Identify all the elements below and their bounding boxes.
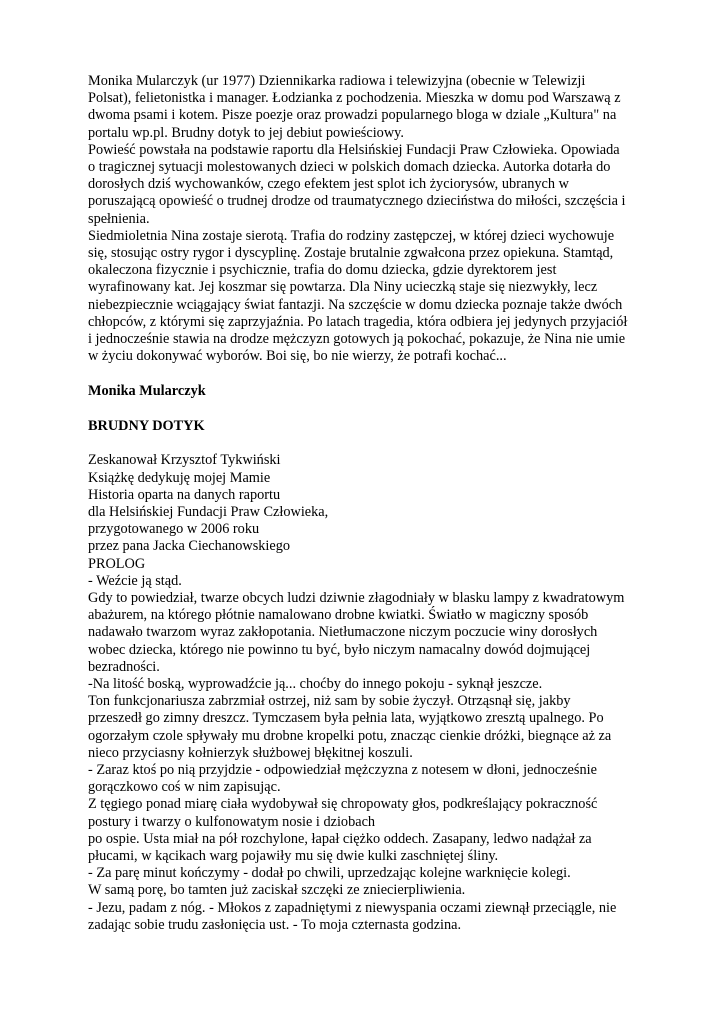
text-line: Powieść powstała na podstawie raportu dla Helsińskiej Fundacji Praw Człowieka. Opowiada [88,141,620,158]
spacer [88,400,648,418]
text-line: Ton funkcjonariusza zabrzmiał ostrzej, niż sam by sobie życzył. Otrząsnął się, jakby [88,693,571,710]
text-line: Zeskanował Krzysztof Tykwiński [88,452,281,469]
text-line: dwoma psami i kotem. Pisze poezje oraz prowadzi popularnego bloga w dziale „Kultura" na [88,107,617,124]
text-line: ogorzałym czole spływały mu drobne kropelki potu, znacząc cienkie dróżki, biegnące aż za [88,727,612,744]
text-line: - Jezu, padam z nóg. - Młokos z zapadniętymi z niewyspania oczami ziewnął przeciągle, nie [88,899,617,916]
text-line: Monika Mularczyk (ur 1977) Dziennikarka radiowa i telewizyjna (obecnie w Telewizji [88,73,586,89]
text-line: W samą porę, bo tamten już zaciskał szczęki ze zniecierpliwienia. [88,882,466,899]
text-line: okaleczona fizycznie i psychicznie, trafia do domu dziecka, gdzie dyrektorem jest [88,262,557,279]
text-line: nadawało twarzom wyraz zakłopotania. Nietłumaczone niczym poczucie winy dorosłych [88,624,598,641]
document-page [88,73,648,934]
text-line: zadając sobie trudu zasłonięcia ust. - To moja czternasta godzina. [88,916,462,933]
text-line: przez pana Jacka Ciechanowskiego [88,538,291,555]
text-line: wyrafinowany kat. Jej koszmar się powtarza. Dla Niny ucieczką staje się niezwykły, lecz [88,279,598,296]
text-line: - Za parę minut kończymy - dodał po chwili, uprzedzając kolejne warknięcie kolegi. [88,865,571,882]
story-text [88,573,648,934]
text-line: dla Helsińskiej Fundacji Praw Człowieka, [88,503,329,520]
text-line: postury i twarzy o kulfonowatym nosie i dziobach [88,813,376,830]
text-line: o tragicznej sytuacji molestowanych dzieci w polskich domach dziecka. Autorka dotarła do [88,159,611,176]
text-line: Z tęgiego ponad miarę ciała wydobywał się chropowaty głos, podkreślający pokraczność [88,796,598,813]
text-line: spełnienia. [88,210,150,227]
text-line: Gdy to powiedział, twarze obcych ludzi dziwnie złagodniały w blasku lampy z kwadratowym [88,589,625,606]
text-line: Książkę dedykuję mojej Mamie [88,469,271,486]
text-line: się, stosując ostry rygor i dyscyplinę. Zostaje brutalnie zgwałcona przez opiekuna. Stamtąd, [88,245,614,262]
text-line: - Zaraz ktoś po nią przyjdzie - odpowiedział mężczyzna z notesem w dłoni, jednocześnie [88,762,597,779]
spacer [88,435,648,453]
intro-paragraph [88,73,648,365]
spacer [88,365,648,383]
text-line: portalu wp.pl. Brudny dotyk to jej debiut powieściowy. [88,124,404,141]
text-line: chłopców, z którymi się zaprzyjaźnia. Po latach tragedia, która odbiera jej jedynych przyjaciół [88,313,628,330]
text-line: dorosłych dziś wychowanków, czego efektem jest splot ich życiorysów, ubranych w [88,176,569,193]
text-line: płucami, w kącikach warg pojawiły mu się dwie kulki zaschniętej śliny. [88,848,499,865]
text-line: i jednocześnie stawia na drodze mężczyzn gotowych ją pokochać, pokazuje, że Nina nie umie [88,331,626,348]
author-heading: Monika Mularczyk [88,382,206,399]
text-line: po ospie. Usta miał na pół rozchylone, łapał ciężko oddech. Zasapany, ledwo nadążał za [88,830,592,847]
text-line: abażurem, na którego płótnie namalowano drobne kwiatki. Światło w magiczny sposób [88,607,589,624]
text-line: Historia oparta na danych raportu [88,486,281,503]
text-line: Polsat), felietonistka i manager. Łodzianka z pochodzenia. Mieszka w domu pod Warszawą z [88,90,621,107]
text-line: - Weźcie ją stąd. [88,572,182,589]
text-line: gorączkowo coś w nim zapisując. [88,779,281,796]
text-line: wobec dziecka, którego nie powinno tu być, było niczym namacalny dowód dojmującej [88,641,591,658]
text-line: Siedmioletnia Nina zostaje sierotą. Trafia do rodziny zastępczej, w której dzieci wychowuje [88,227,615,244]
text-line: bezradności. [88,658,160,675]
text-line: niebezpiecznie wciągający świat fantazji. Na szczęście w domu dziecka poznaje także dwóch [88,296,623,313]
prolog-heading: PROLOG [88,555,146,572]
text-line: nieco przyciasny kołnierzyk służbowej błękitnej koszuli. [88,744,413,761]
text-line: -Na litość boską, wyprowadźcie ją... choćby do innego pokoju - syknął jeszcze. [88,676,543,692]
front-matter [88,452,648,572]
text-line: poruszającą opowieść o trudnej drodze od traumatycznego dzieciństwa do miłości, szczęścia i [88,193,626,210]
book-title-heading: BRUDNY DOTYK [88,417,205,434]
text-line: w życiu dokonywać wyborów. Boi się, bo nie wierzy, że potrafi kochać... [88,348,507,365]
text-line: przygotowanego w 2006 roku [88,521,260,538]
text-line: przeszedł go zimny dreszcz. Tymczasem była pełnia lata, wyjątkowo zresztą upalnego. Po [88,710,604,727]
